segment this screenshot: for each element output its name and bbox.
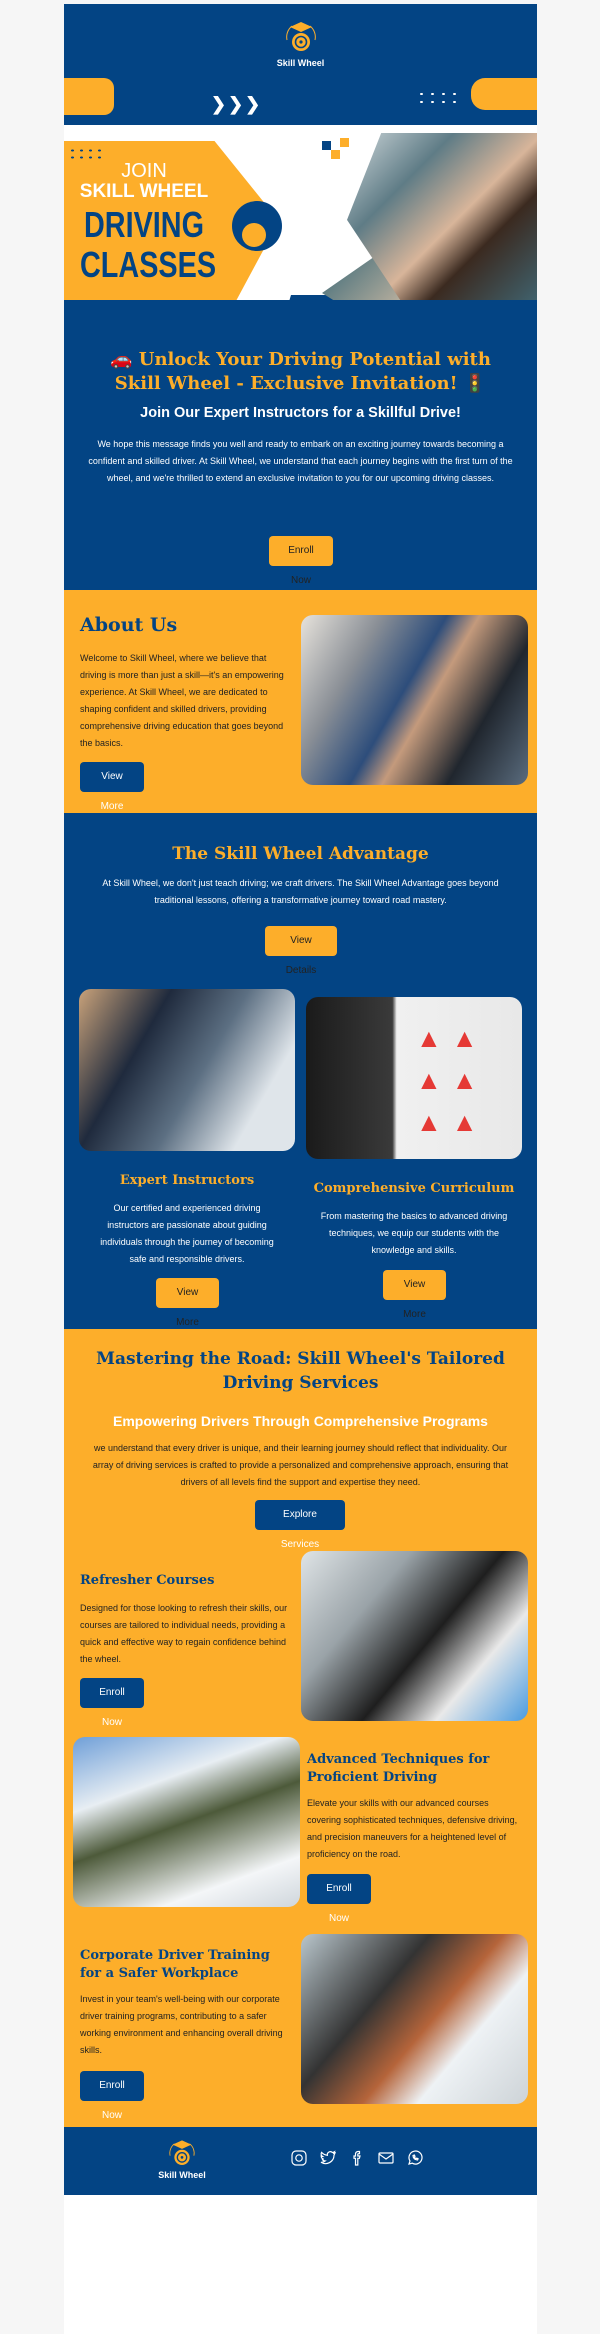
enroll-now-button[interactable]: Enroll Now (80, 1678, 144, 1708)
twitter-icon[interactable] (320, 2150, 336, 2166)
intro-section (64, 300, 537, 590)
services-body: we understand that every driver is unique, and their learning journey should reflect that individuality. Our array of driving services is crafted to provide a personalized and comprehensive approach, ensuring that drivers of all levels find the support and expertise they need. (92, 1443, 509, 1487)
hero-line1: JOIN (121, 160, 167, 182)
services-heading: Mastering the Road: Skill Wheel's Tailored Driving Services (96, 1349, 505, 1393)
instagram-icon[interactable] (291, 2150, 307, 2166)
about-body: Welcome to Skill Wheel, where we believe that driving is more than just a skill—it's an empowering experience. At Skill Wheel, we are dedicated to shaping confident and skilled drivers, providing comprehensive driving education that goes beyond the basics. (80, 653, 284, 748)
service-title: Refresher Courses (80, 1573, 215, 1588)
service-photo-man-at-wheel (301, 1551, 528, 1721)
card-title: Comprehensive Curriculum (313, 1181, 515, 1196)
about-photo-instructor-and-student (301, 615, 528, 785)
whatsapp-icon[interactable] (407, 2150, 423, 2166)
services-subheading: Empowering Drivers Through Comprehensive Programs (113, 1413, 488, 1429)
circle-decor (232, 201, 282, 251)
car-icon: 🚗 (110, 349, 133, 370)
card-title: Expert Instructors (119, 1173, 255, 1188)
view-details-button[interactable]: View Details (265, 926, 337, 956)
service-body: Designed for those looking to refresh their skills, our courses are tailored to individual needs, providing a quick and effective way to regain confidence behind the wheel. (80, 1603, 288, 1664)
service-title: Corporate Driver Training for a Safer Workplace (80, 1948, 270, 1981)
header (64, 4, 537, 125)
view-more-button[interactable]: View More (383, 1270, 446, 1300)
brand-name: Skill Wheel (158, 2170, 206, 2180)
services-section (64, 1329, 537, 2127)
intro-body: We hope this message finds you well and ready to embark on an exciting journey towards becoming a confident and skilled driver. At Skill Wheel, we understand that each journey begins with the first turn of the wheel, and we're thrilled to extend an exclusive invitation to you for our upcoming driving classes. (88, 439, 513, 483)
chevrons-icon: ❯❯❯ (211, 94, 263, 114)
checker-decor (322, 141, 358, 161)
intro-subheading: Join Our Expert Instructors for a Skillful Drive! (140, 405, 461, 421)
decor-tab (64, 78, 114, 115)
email-container (64, 4, 537, 2334)
service-body: Invest in your team's well-being with our corporate driver training programs, contributing to a safer working environment and enhancing overall driving skills. (80, 1994, 283, 2055)
enroll-now-button[interactable]: Enroll Now (269, 536, 333, 566)
dots-decor (68, 147, 104, 159)
about-section (64, 590, 537, 813)
card-body: Our certified and experienced driving instructors are passionate about guiding individuals through the journey of becoming safe and responsible drivers. (100, 1203, 274, 1264)
social-links (291, 2150, 423, 2166)
decor-tab (471, 78, 537, 110)
brand-name: Skill Wheel (276, 58, 325, 68)
advantage-body: At Skill Wheel, we don't just teach driving; we craft drivers. The Skill Wheel Advantage goes beyond traditional lessons, offering a transformative journey toward road mastery. (102, 878, 499, 905)
about-heading: About Us (80, 614, 178, 636)
hero-banner (64, 125, 537, 300)
advantage-heading: The Skill Wheel Advantage (172, 844, 429, 864)
dots-decor (416, 90, 456, 104)
hero-line2: SKILL WHEEL (79, 181, 209, 202)
view-more-button[interactable]: View More (156, 1278, 219, 1308)
hero-line4: CLASSES (80, 244, 217, 285)
intro-heading (94, 348, 507, 396)
service-body: Elevate your skills with our advanced courses covering sophisticated techniques, defensive driving, and precision maneuvers for a heightened level of proficiency on the road. (307, 1798, 518, 1859)
card-body: From mastering the basics to advanced driving techniques, we equip our students with the knowledge and skills. (320, 1211, 508, 1255)
service-photo-man-in-convertible (301, 1934, 528, 2104)
logo-icon (163, 2137, 201, 2171)
hero-line3: DRIVING (83, 204, 204, 245)
explore-services-button[interactable]: Explore Services (255, 1500, 345, 1530)
advantage-section (64, 813, 537, 1329)
service-photo-snow-plow (73, 1737, 300, 1907)
card-photo-road-signs: ▲▲ ▲▲ ▲▲ (306, 997, 522, 1159)
service-title: Advanced Techniques for Proficient Driving (307, 1752, 490, 1785)
enroll-now-button[interactable]: Enroll Now (307, 1874, 371, 1904)
card-photo-woman-driving (79, 989, 295, 1151)
facebook-icon[interactable] (349, 2150, 365, 2166)
footer (64, 2127, 537, 2195)
logo-icon (282, 18, 320, 58)
mail-icon[interactable] (378, 2150, 394, 2166)
intro-heading-text: Unlock Your Driving Potential with Skill Wheel - Exclusive Invitation! (114, 349, 491, 394)
view-more-button[interactable]: View More (80, 762, 144, 792)
traffic-light-icon: 🚦 (463, 373, 487, 394)
enroll-now-button[interactable]: Enroll Now (80, 2071, 144, 2101)
